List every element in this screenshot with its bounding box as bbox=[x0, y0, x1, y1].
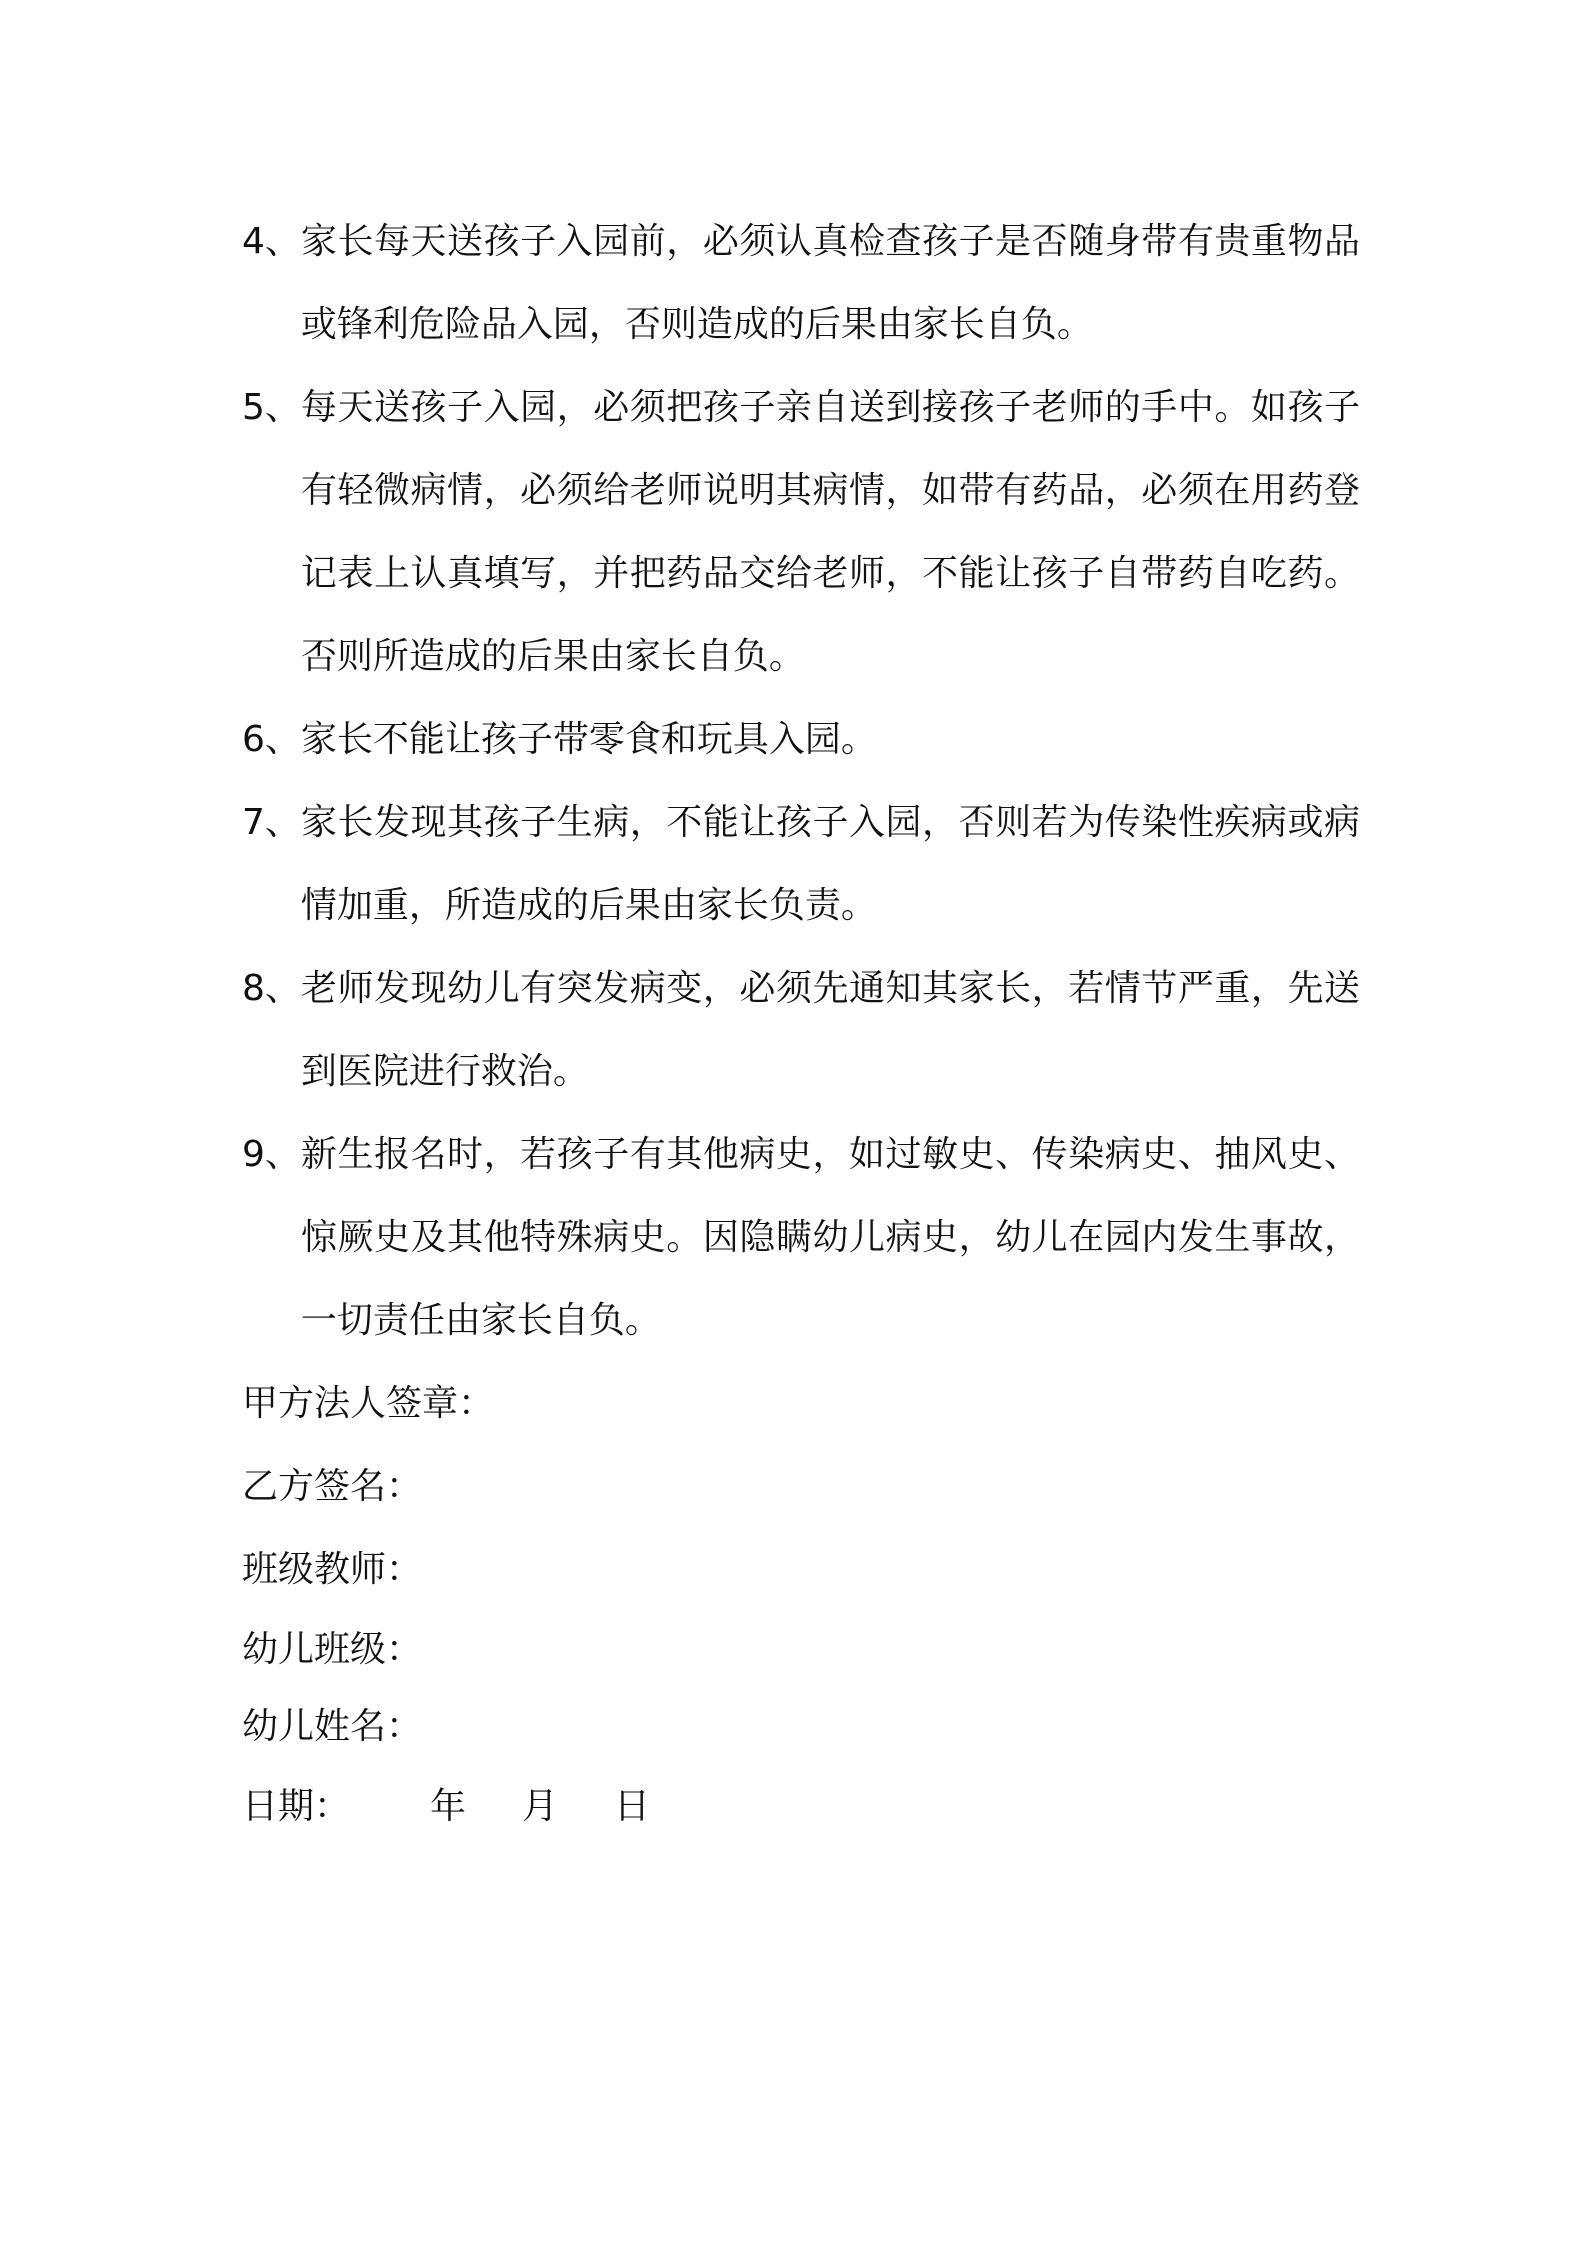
date-label: 日期： bbox=[242, 1786, 351, 1827]
party-a-signature-label: 甲方法人签章： bbox=[242, 1383, 495, 1424]
signature-block bbox=[242, 1362, 1360, 1848]
clause-text: 家长每天送孩子入园前，必须认真检查孩子是否随身带有贵重物品或锋利危险品入园，否则造成的后果由家长自负。 bbox=[300, 221, 1360, 345]
clause-number: 6、 bbox=[242, 719, 301, 760]
party-b-signature-label: 乙方签名： bbox=[242, 1466, 423, 1507]
date-month-unit: 月 bbox=[522, 1786, 559, 1827]
clause-list bbox=[242, 200, 1360, 1362]
child-class-label: 幼儿班级： bbox=[242, 1629, 423, 1670]
date-year-unit: 年 bbox=[430, 1786, 467, 1827]
clause-text: 家长发现其孩子生病，不能让孩子入园，否则若为传染性疾病或病情加重，所造成的后果由家长负责。 bbox=[300, 802, 1360, 926]
clause-5 bbox=[242, 366, 1360, 698]
child-name-label: 幼儿姓名： bbox=[242, 1706, 423, 1747]
clause-7 bbox=[242, 781, 1360, 947]
clause-text: 家长不能让孩子带零食和玩具入园。 bbox=[300, 719, 877, 760]
document-content bbox=[242, 200, 1360, 1848]
clause-number: 7、 bbox=[242, 802, 301, 843]
clause-text: 每天送孩子入园，必须把孩子亲自送到接孩子老师的手中。如孩子有轻微病情，必须给老师说明其病情，如带有药品，必须在用药登记表上认真填写，并把药品交给老师，不能让孩子自带药自吃药。否则所造成的后果由家长自负。 bbox=[300, 387, 1360, 677]
clause-6 bbox=[242, 698, 1360, 781]
clause-number: 9、 bbox=[242, 1134, 301, 1175]
clause-text: 老师发现幼儿有突发病变，必须先通知其家长，若情节严重，先送到医院进行救治。 bbox=[300, 968, 1360, 1092]
clause-number: 5、 bbox=[242, 387, 301, 428]
clause-text: 新生报名时，若孩子有其他病史，如过敏史、传染病史、抽风史、惊厥史及其他特殊病史。因隐瞒幼儿病史，幼儿在园内发生事故，一切责任由家长自负。 bbox=[300, 1134, 1360, 1341]
clause-4 bbox=[242, 200, 1360, 366]
clause-8 bbox=[242, 947, 1360, 1113]
class-teacher-label: 班级教师： bbox=[242, 1549, 423, 1590]
clause-9 bbox=[242, 1113, 1360, 1362]
date-day-unit: 日 bbox=[614, 1786, 651, 1827]
clause-number: 4、 bbox=[242, 221, 301, 262]
date-line bbox=[242, 1765, 1360, 1848]
clause-number: 8、 bbox=[242, 968, 301, 1009]
